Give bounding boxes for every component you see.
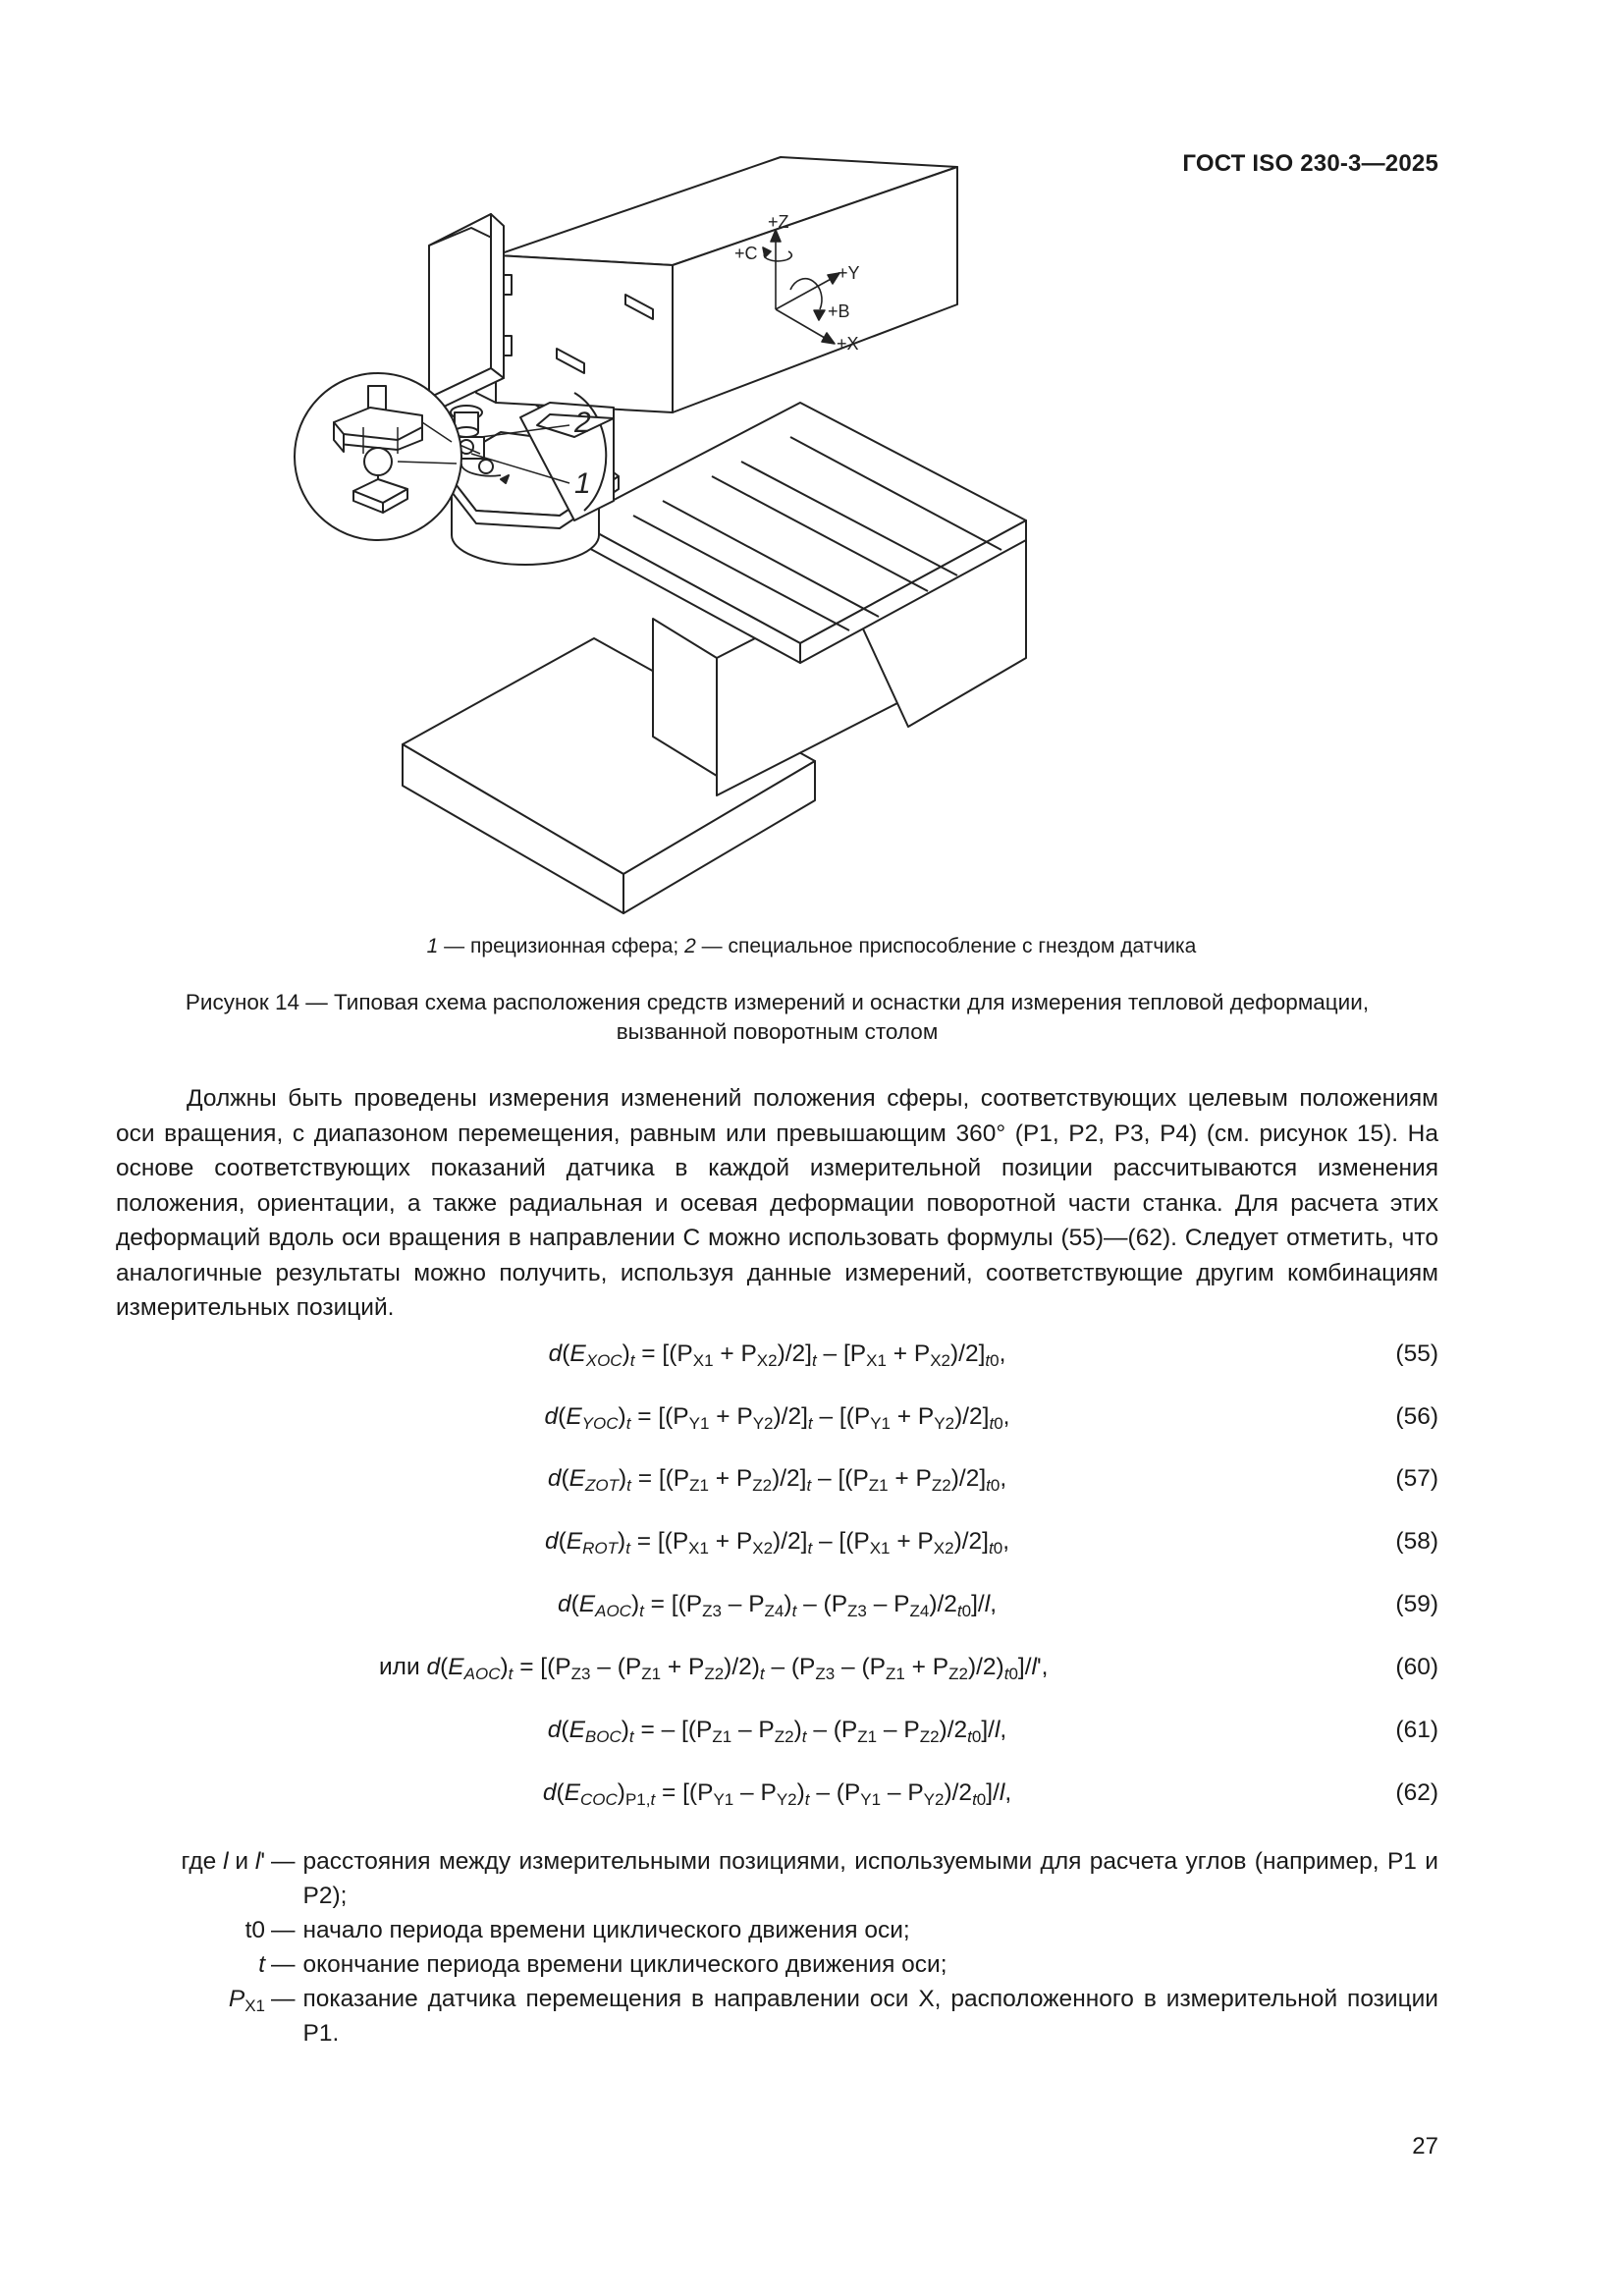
equation-57: $d(E_{ZOT})_t = [(P_{Z1} + P_{Z2})/2]_t - [(P_{Z1} + P_{Z2})/2]_{t0}$, (57): [547, 1465, 1438, 1495]
definition-t: t — окончание периода времени циклического движения оси;: [258, 1951, 947, 1978]
equation-number: (62): [1395, 1779, 1438, 1806]
equation-58: $d(E_{ROT})_t = [(P_{X1} + P_{X2})/2]_t - [(P_{X1} + P_{X2})/2]_{t0}$, (58): [544, 1528, 1438, 1558]
machine-drawing: [280, 212, 1306, 933]
axis-z-label: +Z: [768, 212, 789, 232]
machine-tool-figure: [280, 212, 1306, 933]
cross-slide: [476, 155, 957, 432]
equation-number: (58): [1395, 1528, 1438, 1555]
axis-y-label: +Y: [838, 263, 860, 283]
axis-c-label: +C: [734, 244, 758, 263]
equation-number: (56): [1395, 1403, 1438, 1430]
equation-number: (59): [1395, 1591, 1438, 1617]
equation-number: (55): [1395, 1340, 1438, 1367]
caption-line-1: Рисунок 14 — Типовая схема расположения средств измерений и оснастки для измерения тепловой деформации,: [185, 990, 1370, 1014]
equation-prefix: или: [379, 1654, 427, 1680]
equation-59: $d(E_{AOC})_t = [(P_{Z3} - P_{Z4})_t - (P_{Z3} - P_{Z4})/2_{t0}]/l$, (59): [557, 1591, 1438, 1620]
equation-number: (61): [1395, 1717, 1438, 1743]
callout-2: 2: [574, 407, 591, 439]
equation-62: $d(E_{COC})_{P1,t} = [(P_{Y1} - P_{Y2})_t - (P_{Y1} - P_{Y2})/2_{t0}]/l$, (62): [542, 1779, 1438, 1809]
caption-line-2: вызванной поворотным столом: [616, 1019, 939, 1044]
axis-b-label: +B: [828, 301, 850, 321]
definition-px1: $P_{X1}$ — показание датчика перемещения в направлении оси X, расположенного в измерительной позиции P1.: [228, 1986, 1438, 2047]
definition-t0: t0 — начало периода времени циклического движения оси;: [244, 1917, 910, 1943]
equation-56: $d(E_{YOC})_t = [(P_{Y1} + P_{Y2})/2]_t - [(P_{Y1} + P_{Y2})/2]_{t0}$, (56): [544, 1403, 1438, 1433]
callout-1: 1: [574, 467, 591, 500]
definitions-list: [116, 1844, 1438, 2050]
body-paragraph: Должны быть проведены измерения изменений положения сферы, соответствующих целевым положениям оси вращения, с диапазоном перемещения, равным или превышающим 360° (P1, P2, P3, P4) (см. рисунок 15). На основе соответствующих показаний датчика в каждой измерительной позиции рассчитываются изменения положения, ориентации, а также радиальная и осевая деформации поворотной части станка. Для расчета этих деформаций вдоль оси вращения в направлении C можно использовать формулы (55)—(62). Следует отметить, что аналогичные результаты можно получить, используя данные измерений, соответствующие другим комбинациям измерительных позиций.: [116, 1085, 1438, 1321]
equation-number: (57): [1395, 1465, 1438, 1492]
equation-number: (60): [1395, 1654, 1438, 1680]
axis-x-label: +X: [837, 334, 859, 354]
equation-55: $d(E_{XOC})_t = [(P_{X1} + P_{X2})/2]_t - [P_{X1} + P_{X2})/2]_{t0}$, (55): [548, 1340, 1438, 1370]
equation-61: $d(E_{BOC})_t$ = – $[(P_{Z1} - P_{Z2})_t - (P_{Z1} - P_{Z2})/2_{t0}]/l$, (61): [547, 1717, 1438, 1746]
zoom-detail-circle: [295, 373, 461, 540]
figure-caption: [116, 988, 1438, 1047]
figure-legend: 1 — прецизионная сфера; 2 — специальное приспособление с гнездом датчика: [426, 935, 1197, 957]
page-number: 27: [1412, 2133, 1438, 2159]
equation-60: или $d(E_{AOC})_t = [(P_{Z3} - (P_{Z1} + P_{Z2})/2)_t - (P_{Z3} - (P_{Z1} + P_{Z2})/2)_{t0}]/l'$, (60): [379, 1654, 1438, 1683]
definition-l: где l и l' — расстояния между измерительными позициями, используемыми для расчета углов (например, P1 и P2);: [181, 1848, 1438, 1909]
document-code: ГОСТ ISO 230-3—2025: [1182, 150, 1438, 177]
